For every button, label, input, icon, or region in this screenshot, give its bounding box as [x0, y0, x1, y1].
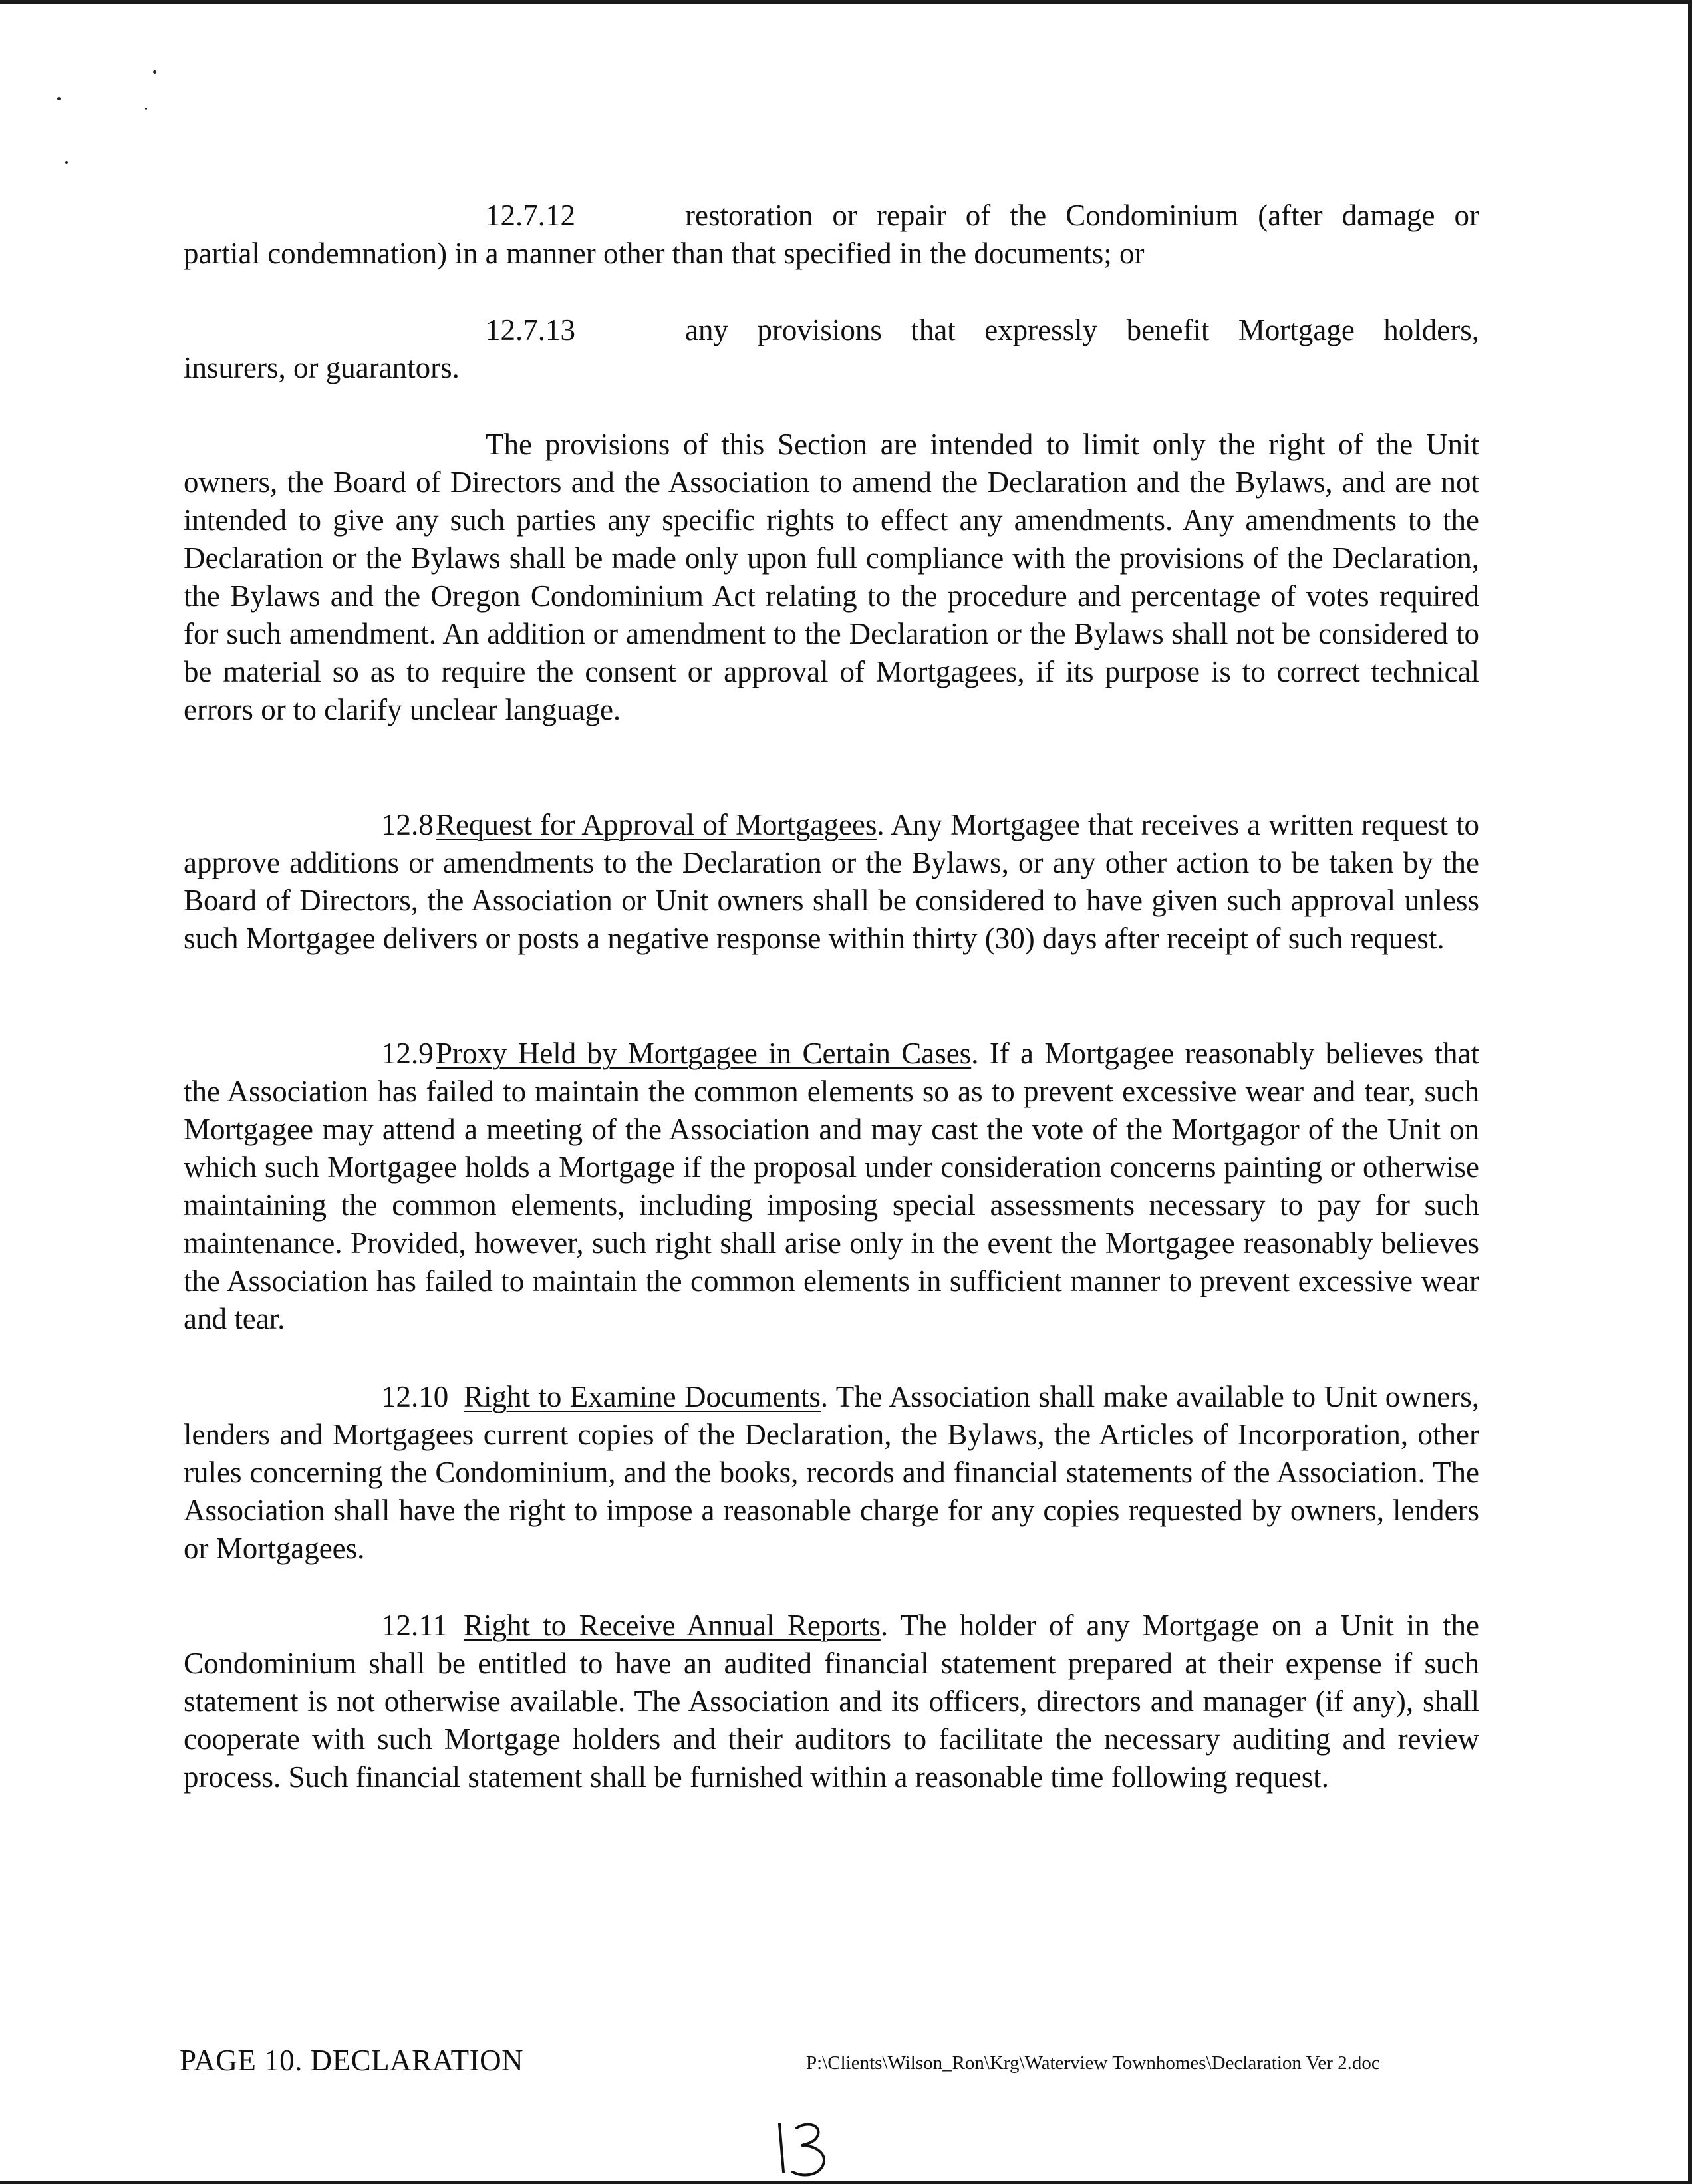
item-first-line: any provisions that expressly benefit Mortgage holders, — [685, 313, 1479, 346]
section-12-11 — [184, 1607, 1479, 1796]
section-number: 12.8 — [381, 808, 434, 841]
handwritten-page-number — [765, 2115, 845, 2181]
section-heading: Request for Approval of Mortgagees — [436, 808, 877, 841]
section-number: 12.9 — [381, 1037, 434, 1070]
section-body: . If a Mortgagee reasonably believes that the Association has failed to maintain the common elements so as to prevent excessive wear and tear, such Mortgagee may attend a meeting of the Association and may cast the vote of the Mortgagor of the Unit on which such Mortgagee holds a Mortgage if the proposal under consideration concerns painting or otherwise maintaining the common elements, including imposing special assessments necessary to pay for such maintenance. Provided, however, such right shall arise only in the event the Mortgagee reasonably believes the Association has failed to maintain the common elements in sufficient manner to prevent excessive wear and tear. — [184, 1037, 1480, 1335]
scan-speck — [65, 161, 68, 164]
section-number: 12.11 — [381, 1609, 448, 1642]
section-body: . The holder of any Mortgage on a Unit in the Condominium shall be entitled to have an audited financial statement prepared at their expense if such statement is not otherwise available. The Association and its officers, directors and manager (if any), shall cooperate with such Mortgage holders and their auditors to facilitate the necessary auditing and review process. Such financial statement shall be furnished within a reasonable time following request. — [184, 1609, 1479, 1794]
section-paragraph — [184, 1607, 1479, 1796]
item-continuation: insurers, or guarantors. — [184, 351, 460, 384]
section-12-10 — [184, 1378, 1479, 1568]
section-heading: Right to Receive Annual Reports — [464, 1609, 881, 1642]
provisions-paragraph — [184, 426, 1479, 729]
section-heading: Right to Examine Documents — [464, 1380, 821, 1413]
item-12-7-12 — [184, 197, 1479, 273]
scan-speck — [57, 97, 61, 100]
item-first-line: restoration or repair of the Condominium (after damage or — [685, 199, 1479, 232]
scan-speck — [145, 108, 147, 110]
item-12-7-13 — [184, 311, 1479, 387]
item-continuation: partial condemnation) in a manner other than that specified in the documents; or — [184, 237, 1145, 270]
section-body: . Any Mortgagee that receives a written request to approve additions or amendments to the Declaration or the Bylaws, or any other action to be taken by the Board of Directors, the Association or Unit owners shall be considered to have given such approval unless such Mortgagee delivers or posts a negative response within thirty (30) days after receipt of such request. — [184, 808, 1479, 955]
section-number: 12.10 — [381, 1380, 449, 1413]
file-path: P:\Clients\Wilson_Ron\Krg\Waterview Townhomes\Declaration Ver 2.doc — [806, 2052, 1380, 2074]
scan-speck — [153, 70, 156, 74]
section-12-8 — [184, 806, 1479, 958]
section-paragraph — [184, 806, 1479, 958]
scan-border-right — [1688, 0, 1692, 2184]
item-number: 12.7.13 — [486, 313, 575, 346]
section-paragraph — [184, 1378, 1479, 1568]
page-label: PAGE 10. DECLARATION — [180, 2044, 524, 2077]
paragraph-text: The provisions of this Section are intended to limit only the right of the Unit owners, the Board of Directors and the Association to amend the Declaration and the Bylaws, and are not intended to give any such parties any specific rights to effect any amendments. Any amendments to the Declaration or the Bylaws shall be made only upon full compliance with the provisions of the Declaration, the Bylaws and the Oregon Condominium Act relating to the procedure and percentage of votes required for such amendment. An addition or amendment to the Declaration or the Bylaws shall not be considered to be material so as to require the consent or approval of Mortgagees, if its purpose is to correct technical errors or to clarify unclear language. — [184, 428, 1479, 726]
section-paragraph — [184, 1035, 1479, 1338]
scan-border-bottom — [0, 2181, 1692, 2184]
item-number: 12.7.12 — [486, 199, 575, 232]
section-12-9 — [184, 1035, 1479, 1338]
scan-border-top — [0, 0, 1692, 4]
section-body: . The Association shall make available to Unit owners, lenders and Mortgagees current copies of the Declaration, the Bylaws, the Articles of Incorporation, other rules concerning the Condominium, and the books, records and financial statements of the Association. The Association shall have the right to impose a reasonable charge for any copies requested by owners, lenders or Mortgagees. — [184, 1380, 1480, 1565]
section-heading: Proxy Held by Mortgagee in Certain Cases — [436, 1037, 972, 1070]
